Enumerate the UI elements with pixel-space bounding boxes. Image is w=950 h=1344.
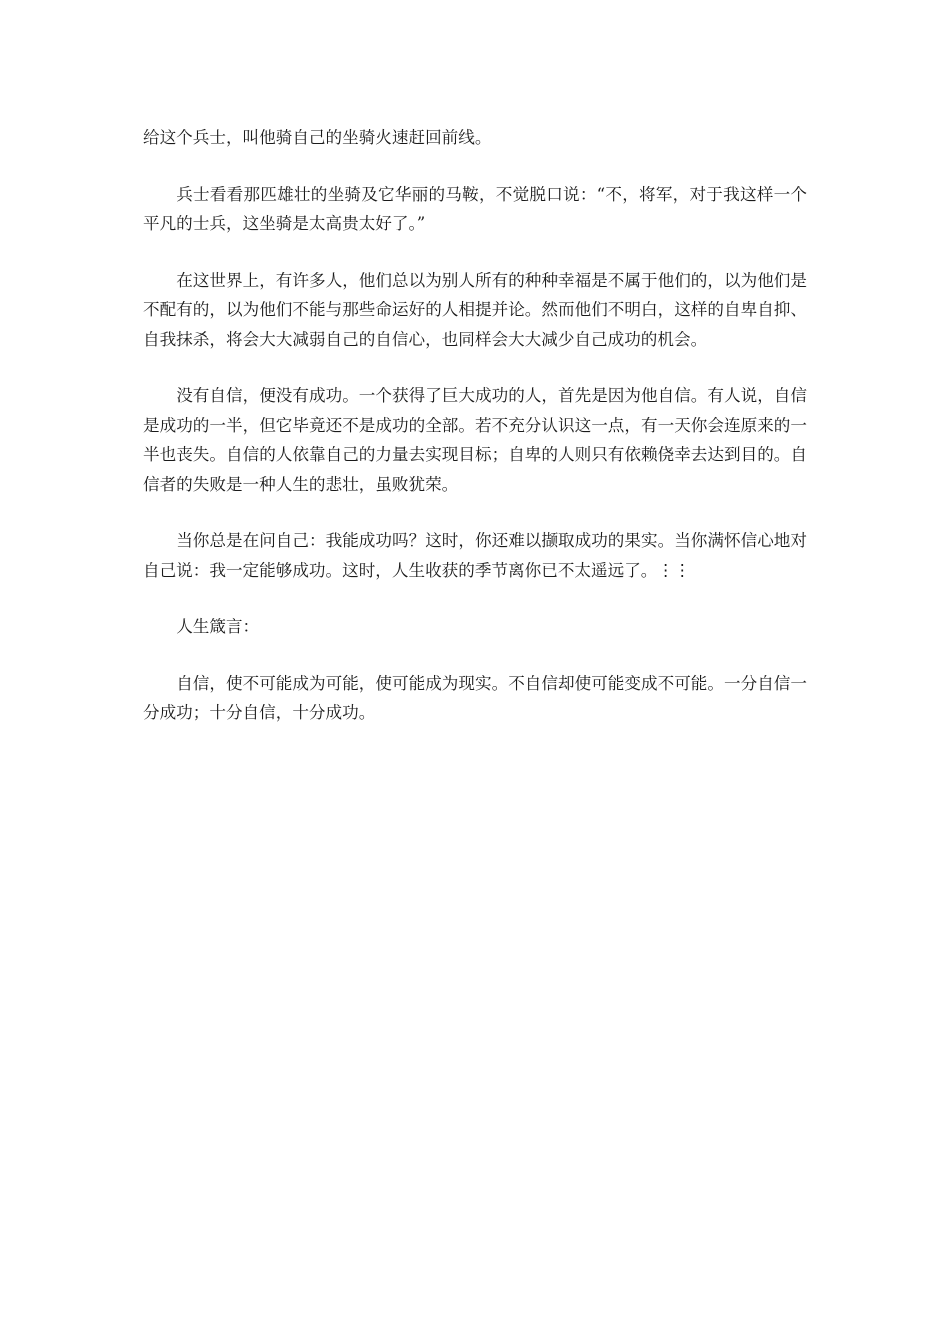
document-body <box>143 123 807 755</box>
paragraph-confidence-success: 没有自信，便没有成功。一个获得了巨大成功的人，首先是因为他自信。有人说，自信是成功的一半，但它毕竟还不是成功的全部。若不充分认识这一点，有一天你会连原来的一半也丧失。自信的人依靠自己的力量去实现目标；自卑的人则只有依赖侥幸去达到目的。自信者的失败是一种人生的悲壮，虽败犹荣。 <box>143 386 807 494</box>
paragraph-self-belittling: 在这世界上，有许多人，他们总以为别人所有的种种幸福是不属于他们的，以为他们是不配有的，以为他们不能与那些命运好的人相提并论。然而他们不明白，这样的自卑自抑、自我抹杀，将会大大减弱自己的自信心，也同样会大大减少自己成功的机会。 <box>143 270 807 349</box>
paragraph-soldier-reply: 兵士看看那匹雄壮的坐骑及它华丽的马鞍，不觉脱口说：“不，将军，对于我这样一个平凡的士兵，这坐骑是太高贵太好了。” <box>143 184 807 233</box>
paragraph-motto: 自信，使不可能成为可能，使可能成为现实。不自信却使可能变成不可能。一分自信一分成功；十分自信，十分成功。 <box>143 673 807 722</box>
paragraph-continuation: 给这个兵士，叫他骑自己的坐骑火速赶回前线。 <box>143 128 492 147</box>
paragraph-motto-heading: 人生箴言： <box>176 617 260 636</box>
paragraph-ask-yourself: 当你总是在问自己：我能成功吗？这时，你还难以撷取成功的果实。当你满怀信心地对自己说：我一定能够成功。这时，人生收获的季节离你已不太遥远了。⋮⋮ <box>143 531 807 580</box>
